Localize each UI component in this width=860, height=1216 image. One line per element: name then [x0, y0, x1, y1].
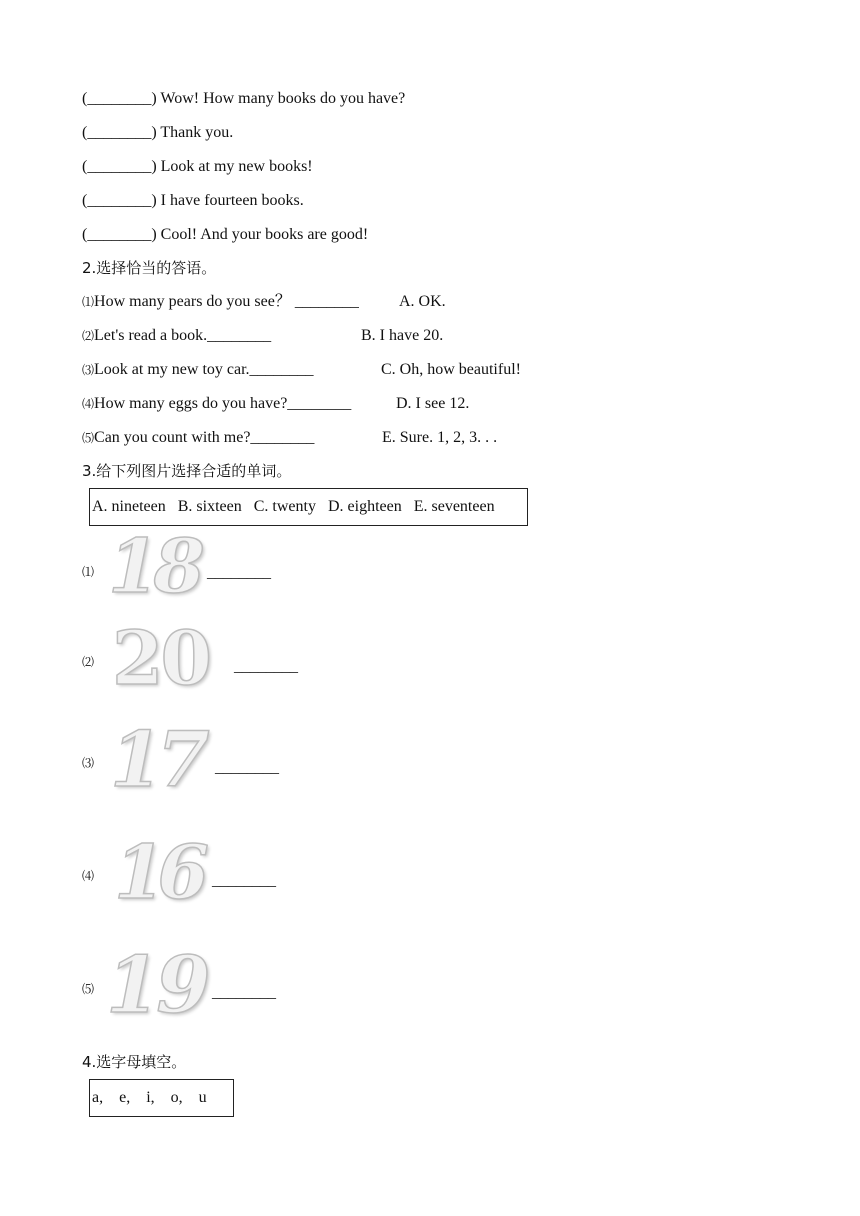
item-number: ⑵: [82, 655, 95, 669]
letter-box: a, e, i, o, u: [89, 1079, 234, 1117]
dialogue-line: (________) Wow! How many books do you have?: [82, 90, 406, 107]
dialogue-line: (________) I have fourteen books.: [82, 192, 304, 209]
answer-option: A. OK.: [399, 293, 446, 310]
question-text: Can you count with me?________: [94, 429, 315, 446]
answer-blank: ________: [215, 759, 279, 776]
answer-option: B. I have 20.: [361, 327, 444, 344]
dialogue-line: (________) Cool! And your books are good!: [82, 226, 369, 243]
item-number: ⑸: [82, 982, 95, 996]
question-row: [82, 428, 314, 448]
question-text: Let's read a book.________: [94, 327, 272, 344]
question-number: ⑶: [82, 363, 95, 377]
answer-blank: ________: [234, 658, 298, 675]
question-row: [82, 292, 359, 312]
question-row: [82, 360, 314, 380]
number-picture: 16: [114, 830, 201, 916]
number-picture: 18: [108, 524, 199, 610]
question-text: Look at my new toy car.________: [94, 361, 314, 378]
answer-blank: ________: [212, 984, 276, 1001]
answer-option: E. Sure. 1, 2, 3. . .: [382, 429, 498, 446]
dialogue-line: (________) Look at my new books!: [82, 158, 313, 175]
question-number: ⑷: [82, 397, 95, 411]
answer-blank: ________: [212, 872, 276, 889]
item-number: ⑷: [82, 869, 95, 883]
question-row: [82, 394, 351, 414]
section-2-title: 2.选择恰当的答语。: [82, 259, 217, 277]
question-text: How many eggs do you have?________: [94, 395, 352, 412]
dialogue-line: (________) Thank you.: [82, 124, 234, 141]
item-number: ⑶: [82, 756, 95, 770]
item-number: ⑴: [82, 565, 95, 579]
question-text: How many pears do you see？ ________: [94, 293, 359, 310]
number-picture: 17: [110, 715, 204, 804]
answer-option: C. Oh, how beautiful!: [381, 361, 521, 378]
number-picture: 19: [106, 940, 207, 1031]
answer-blank: ________: [207, 564, 271, 581]
question-number: ⑸: [82, 431, 95, 445]
question-number: ⑴: [82, 295, 95, 309]
answer-option: D. I see 12.: [396, 395, 470, 412]
section-4-title: 4.选字母填空。: [82, 1053, 187, 1071]
section-3-title: 3.给下列图片选择合适的单词。: [82, 462, 292, 480]
word-bank-box: A. nineteen B. sixteen C. twenty D. eighteen E. seventeen: [89, 488, 528, 526]
question-number: ⑵: [82, 329, 95, 343]
question-row: [82, 326, 271, 346]
number-picture: 20: [112, 616, 209, 702]
